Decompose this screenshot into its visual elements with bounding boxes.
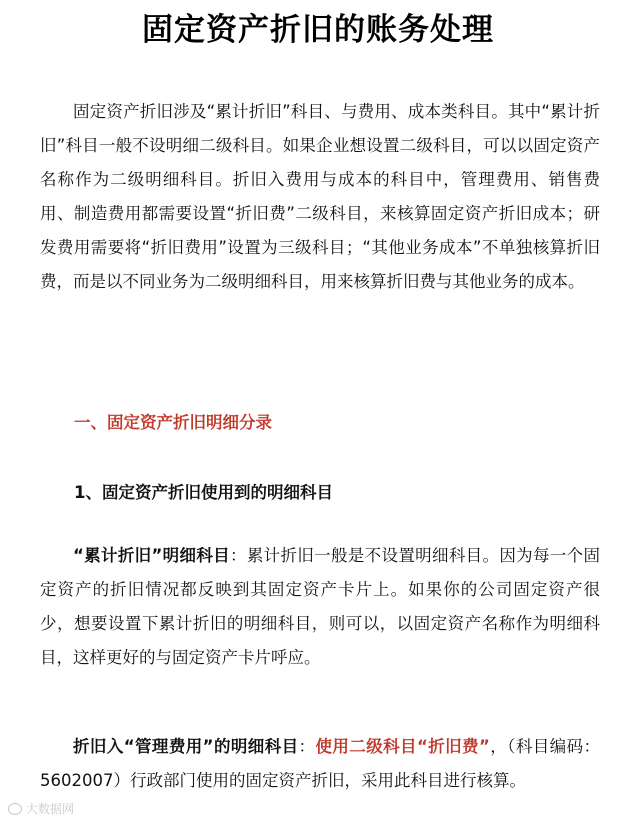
accumulated-depreciation-paragraph [40, 539, 600, 675]
accumulated-depreciation-lead: “累计折旧”明细科目 [73, 546, 231, 565]
intro-paragraph: 固定资产折旧涉及“累计折旧”科目、与费用、成本类科目。其中“累计折旧”科目一般不设明细二级科目。如果企业想设置二级科目，可以以固定资产名称作为二级明细科目。折旧入费用与成本的科目中，管理费用、销售费用、制造费用都需要设置“折旧费”二级科目，来核算固定资产折旧成本；研发费用需要将“折旧费用”设置为三级科目；“其他业务成本”不单独核算折旧费，而是以不同业务为二级明细科目，用来核算折旧费与其他业务的成本。 [40, 102, 600, 291]
watermark [8, 800, 74, 817]
accumulated-depreciation-body: ：累计折旧一般是不设置明细科目。因为每一个固定资产的折旧情况都反映到其固定资产卡片上。如果你的公司固定资产很少，想要设置下累计折旧的明细科目，则可以，以固定资产名称作为明细科目，这样更好的与固定资产卡片呼应。 [40, 546, 600, 667]
admin-expense-lead: 折旧入“管理费用”的明细科目 [73, 737, 299, 756]
admin-expense-paragraph [40, 730, 600, 798]
admin-expense-highlight: 使用二级科目“折旧费” [315, 737, 490, 756]
page-title: 固定资产折旧的账务处理 [142, 12, 494, 48]
weibo-icon [8, 803, 22, 815]
subsection-heading: 1、固定资产折旧使用到的明细科目 [74, 483, 333, 502]
watermark-text: 大数据网 [26, 802, 75, 816]
admin-expense-body: ，（科目编码：5602007）行政部门使用的固定资产折旧，采用此科目进行核算。 [40, 737, 600, 790]
admin-expense-colon: ： [298, 737, 316, 756]
section-heading: 一、固定资产折旧明细分录 [74, 413, 272, 432]
